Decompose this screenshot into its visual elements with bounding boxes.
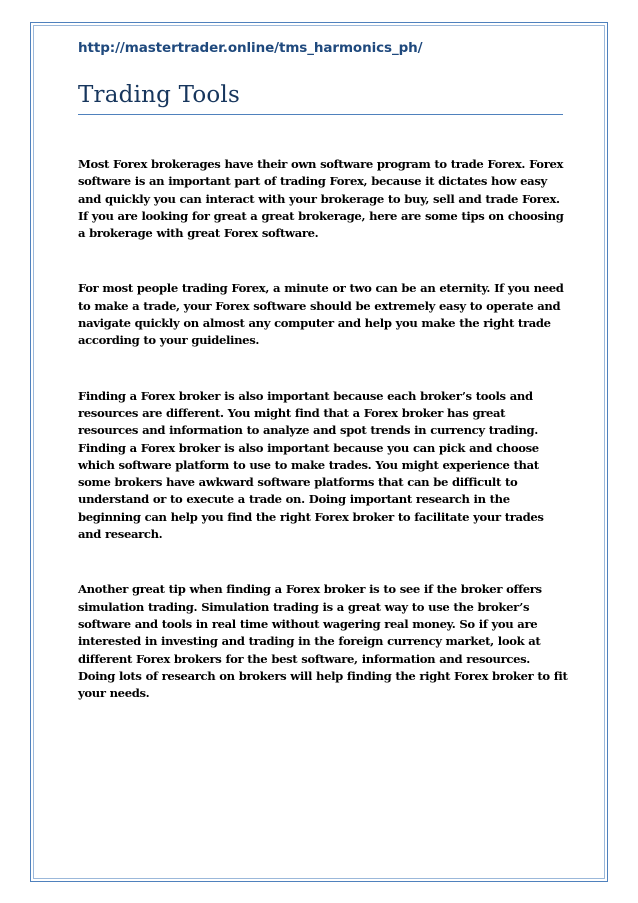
paragraph-simulation-trading: Another great tip when finding a Forex broker is to see if the broker offers simulation trading. Simulation trading is a great way to use the broker’s software and tools in real time without wagering real money. So if you are interested in investing and trading in the foreign currency market, look at different Forex brokers for the best software, information and resources. Doing lots of research on brokers will help finding the right Forex broker to fit your needs.	[78, 582, 568, 701]
paragraph-forex-software: Most Forex brokerages have their own software program to trade Forex. Forex software is an important part of trading Forex, because it dictates how easy and quickly you can interact with your brokerage to buy, sell and trade Forex. If you are looking for great a great brokerage, here are some tips on choosing a brokerage with great Forex software.	[78, 157, 564, 241]
document-title: Trading Tools	[78, 82, 240, 108]
paragraph-trade-speed: For most people trading Forex, a minute or two can be an eternity. If you need to make a trade, your Forex software should be extremely easy to operate and navigate quickly on almost any computer and help you make the right trade according to your guidelines.	[78, 281, 564, 348]
title-underline	[78, 114, 563, 115]
paragraph-finding-broker: Finding a Forex broker is also important because each broker’s tools and resources are different. You might find that a Forex broker has great resources and information to analyze and spot trends in currency trading. Finding a Forex broker is also important because you can pick and choose which software platform to use to make trades. You might experience that some brokers have awkward software platforms that can be difficult to understand or to execute a trade on. Doing important research in the beginning can help you find the right Forex broker to facilitate your trades and research.	[78, 388, 544, 542]
header-url[interactable]: http://mastertrader.online/tms_harmonics_ph/	[78, 40, 423, 56]
document-body	[78, 156, 568, 740]
